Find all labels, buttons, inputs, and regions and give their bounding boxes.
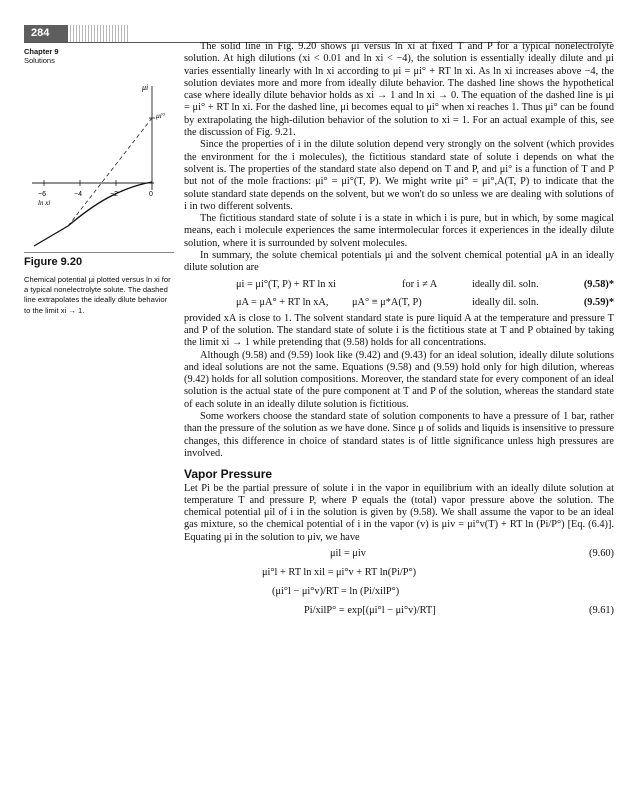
section-heading: Vapor Pressure <box>184 467 273 482</box>
equation-body: (μi°l − μi°v)/RT = ln (Pi/xilP°) <box>272 585 400 597</box>
chapter-label <box>24 47 144 65</box>
equation-number: (9.58)* <box>583 278 614 290</box>
equation-9-60 <box>184 546 614 563</box>
x-tick-label: −6 <box>38 191 46 198</box>
figure-caption: Chemical potential μi plotted versus ln xi for a typical nonelectrolyte solute. The dashed line extrapolates the ideally dilute behavior to the limit xi → 1. <box>24 275 171 315</box>
equation-body: μi°l + RT ln xil = μi°v + RT ln(Pi/P°) <box>262 566 417 578</box>
chapter-number: Chapter 9 <box>24 47 59 56</box>
equation-number: (9.59)* <box>583 296 614 308</box>
equation-number: (9.61) <box>589 604 614 616</box>
figure-plot <box>24 78 174 248</box>
x-tick-label: −4 <box>74 191 82 198</box>
paragraph: In summary, the solute chemical potentials μi and the solvent chemical potential μA in an ideally dilute solution are <box>184 250 614 274</box>
equation-9-58 <box>184 277 614 293</box>
figure-title: Figure 9.20 <box>24 256 83 268</box>
equation-9-59 <box>184 295 614 311</box>
figure-rule <box>24 252 174 253</box>
page-number: 284 <box>24 25 68 42</box>
equation-body: μil = μiv <box>330 547 366 559</box>
equation-step <box>184 584 614 601</box>
ref-label: μi° <box>156 111 165 120</box>
equation-body: μA = μA° + RT ln xA, <box>236 296 329 308</box>
equation-condition: for i ≠ A <box>402 278 438 290</box>
equation-condition: μA° ≡ μ*A(T, P) <box>352 296 422 308</box>
figure-svg <box>24 78 174 248</box>
paragraph: The fictitious standard state of solute i is a state in which i is pure, but in which, by some magical means, each i molecule experiences the same intermolecular forces it experiences in the ideally dilute solution, where it is surrounded by solvent molecules. <box>184 213 614 249</box>
equation-body: μi = μi°(T, P) + RT ln xi <box>236 278 337 290</box>
y-axis-label: μi <box>142 83 149 92</box>
paragraph: Let Pi be the partial pressure of solute i in the vapor in equilibrium with an ideally dilute solution at temperature T and pressure P, where P equals the (total) vapor pressure above the solution. The chemical potential μil of i in the solution is given by (9.58). We shall assume the vapor to be an ideal gas mixture, so the chemical potential of i in the vapor (v) is μiv = μi°v(T) + RT ln (Pi/P°) [Eq. (6.4)]. Equating μi in the solution to μiv, we have <box>184 482 614 543</box>
equation-9-61 <box>184 603 614 620</box>
equation-body: Pi/xilP° = exp[(μi°l − μi°v)/RT] <box>304 604 436 616</box>
page-header <box>24 25 612 42</box>
paragraph: Although (9.58) and (9.59) look like (9.42) and (9.43) for an ideal solution, ideally dilute solutions and ideal solutions are not the same. Equations (9.58) and (9.59) hold only for high dilution, whereas (9.42) holds for all solution compositions. Moreover, the standard state for every component of an ideal solution is the actual state of the pure component at T and P of the solution, whereas the standard state of each solute in an ideally dilute solution is fictitious. <box>184 349 614 410</box>
equation-step <box>184 565 614 582</box>
paragraph: Some workers choose the standard state of solution components to have a pressure of 1 bar, rather than the pressure of the solution as we have done. Since μ of solids and liquids is insensitive to pressure changes, this difference in choice of standard states is of little significance unless high pressures are involved. <box>184 411 614 459</box>
equation-note: ideally dil. soln. <box>472 296 539 308</box>
dashed-extrapolation-line <box>68 118 152 226</box>
vapor-equations <box>184 546 614 620</box>
x-tick-label: 0 <box>149 191 153 198</box>
x-tick-label: −2 <box>110 191 118 198</box>
paragraph: Since the properties of i in the dilute solution depend very strongly on the solvent (which provides the environment for the i molecules), the fictitious standard state of solute i depends on what the solvent is. The properties of the standard state also depend on T and P, and μi° is a function of T and P but not of the mole fractions: μi° = μi°(T, P). We might write μi° = μi°,A(T, P) to indicate that the solute standard state depends on the solvent, but we won't do so unless we are dealing with solutions of i in two different solvents. <box>184 139 614 212</box>
x-axis-label: ln xi <box>38 199 51 207</box>
header-hatch-decoration <box>70 25 130 42</box>
solid-curve <box>34 182 152 246</box>
equation-number: (9.60) <box>589 547 614 559</box>
main-text-column <box>184 41 614 622</box>
paragraph: provided xA is close to 1. The solvent standard state is pure liquid A at the temperature and pressure T and P of the solution. The standard state of solute i is the fictitious state at T and P obtained by taking the limit xi → 1 while pretending that (9.58) holds for all concentrations. <box>184 312 614 349</box>
equation-note: ideally dil. soln. <box>472 278 539 290</box>
chapter-title: Solutions <box>24 56 55 65</box>
paragraph: The solid line in Fig. 9.20 shows μi versus ln xi at fixed T and P for a typical nonelectrolyte solution. At high dilutions (xi < 0.01 and ln xi < −4), the solution is essentially ideally dilute and μi varies essentially linearly with ln xi according to μi = μi° + RT ln xi. As ln xi increases above −4, the solution deviates more and more from ideally dilute behavior. The dashed line shows the hypothetical case where ideally dilute behavior holds as xi → 1 and ln xi → 0. The equation of the dashed line is μi = μi° + RT ln xi. For the dashed line, μi becomes equal to μi° when xi reaches 1. Thus μi° can be found by extrapolating the high-dilution behavior of the solution to xi = 1. For an actual example of this, see the discussion of Fig. 9.21. <box>184 41 614 139</box>
